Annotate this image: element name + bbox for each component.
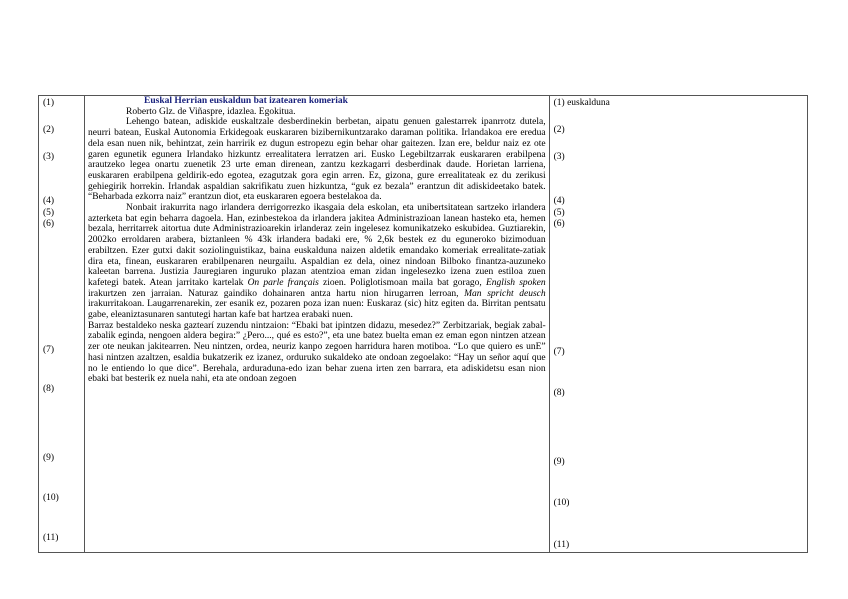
line-number: (3)	[43, 152, 55, 162]
gloss-entry: (5)	[553, 208, 565, 218]
gloss-entry: (10)	[553, 498, 570, 508]
document-title: Euskal Herrian euskaldun bat izatearen komeriak	[144, 96, 348, 106]
italic-phrase: On parle français	[247, 277, 319, 288]
line-number-column	[39, 96, 85, 553]
paragraph-text: irakurtzen zen jarraian. Naturaz gaindiko dohainaren antza hartu nion hirugarren lerroan,	[88, 288, 465, 299]
paragraph-text: zioen. Poliglotismoan maila bat gorago,	[318, 277, 486, 288]
line-number: (10)	[43, 493, 59, 503]
gloss-entry: (9)	[553, 457, 565, 467]
gloss-entry: (11)	[553, 540, 570, 550]
line-number: (7)	[43, 345, 55, 355]
gloss-entry: (3)	[553, 152, 565, 162]
line-number: (11)	[43, 533, 59, 543]
gloss-entry: (8)	[553, 388, 565, 398]
paragraph	[88, 203, 546, 321]
line-number: (5)	[43, 208, 55, 218]
italic-phrase: Man spricht deusch	[464, 288, 546, 299]
paragraph-text: irakurritakoan. Laugarrenarekin, zer esanik ez, pozaren poza izan nuen: Euskaraz (sic) hitz egiten da. Birritan pentsatu gabe, eleaniztasunaren santutegi hartan kafe bat hartzea erabaki nuen.	[88, 299, 546, 321]
gloss-entry: (1) euskalduna	[553, 98, 610, 108]
text-column	[85, 96, 550, 553]
paragraph-text: Nonbait irakurrita nago irlandera derrigorrezko ikasgaia dela eskolan, eta unibertsitatean sartzeko irlandera azterketa bat egin beharra dagoela. Han, ezinbestekoa da irlandera jakitea Administrazioan lanean hasteko eta, hemen bezala, herritarrek aitortua dute Administrazioarekin irlanderaz zein ingelesez komunikatzeko eskubidea. Guztiarekin, 2002ko erroldaren arabera, biztanleen % 43k irlandera badaki ere, % 2,6k bestek ez du eguneroko bizimoduan erabiltzen. Ezer gutxi dakit soziolinguistikaz, baina euskalduna naizen aldetik emandako komeriak errealitate-zatiak dira eta, finean, euskararen erabilpenaren neurgailu. Aspaldian ez dela, oinez nindoan Bilboko finantza-auzuneko kaleetan barrena. Justizia Jauregiaren inguruko plazan atentzioa eman zidan ingelesezko izena zuen estiloa zuen kafetegi batek. Atean jarritako kartelak	[88, 203, 546, 288]
byline: Roberto Glz. de Viñaspre, idazlea. Egokitua.	[126, 106, 296, 117]
gloss-entry: (6)	[553, 219, 565, 229]
paragraph: Lehengo batean, adiskide euskaltzale desberdinekin berbetan, aipatu genuen galestarrek ipanrrotz dutela, neurri batean, Euskal Autonomia Erkidegoak euskararen bizibernikuntzarako daraman politika. Irlandakoa ere eredua dela esan nuen nik, behintzat, zein harririk ez dugun estropezu egin behar ohar gaitezen. Izan ere, beldur naiz ez ote garen egunetik egunera Irlandako hizkuntz errealitatera lerratzen ari. Eusko Legebiltzarrak euskararen erabilpena arautzeko legea onartu zuenetik 23 urte eman direnean, zantzu kezkagarri desberdinak daude. Horietan larriena, euskararen erabilpena geldirik-edo egotea, ezagutzak gora egin arren. Ez, gizona, gure errealitateak ez du zerikusi gehiegirik horrekin. Irlandak aspaldian sakrifikatu zuen hizkuntza, “guk ez bezala” erantzun dit adiskideetako batek. “Beharbada ezkorra naiz” erantzun diot, eta euskararen egoera bestelakoa da.	[88, 117, 546, 203]
gloss-column	[549, 96, 807, 553]
gloss-entry: (2)	[553, 125, 565, 135]
gloss-entry: (4)	[553, 196, 565, 206]
exercise-table	[38, 95, 808, 553]
gloss-entry: (7)	[553, 347, 565, 357]
line-number: (4)	[43, 196, 55, 206]
line-number: (1)	[43, 98, 55, 108]
paragraph: Barraz bestaldeko neska gaztearí zuzendu nintzaion: “Ebaki bat ipintzen didazu, mesedez?” Zerbitzariak, begiak zabal-zabalik eginda, nengoen aldera begira:” ¿Pero..., qué es esto?”, eta une batez buelta eman ez eman egon nintzen atzean zer ote neukan jakitearren. Neu nintzen, ordea, neuriz kanpo zegoen harridura haren motiboa. “Lo que quiero es unE” hasi nintzen azaltzen, esaldia bukatzerik ez izanez, orduruko sukaldeko ate ondoan zegoelako: “Hay un señor aquí que no le entiendo lo que dice”. Berehala, arduraduna-edo izan behar zuena irten zen barrara, eta adiskidetsu esan nion ebaki bat besterik ez nuela nahi, eta ate ondoan zegoen	[88, 320, 546, 385]
line-number: (6)	[43, 219, 55, 229]
line-number: (8)	[43, 384, 55, 394]
italic-phrase: English spoken	[486, 277, 546, 288]
line-number: (2)	[43, 125, 55, 135]
line-number: (9)	[43, 453, 55, 463]
